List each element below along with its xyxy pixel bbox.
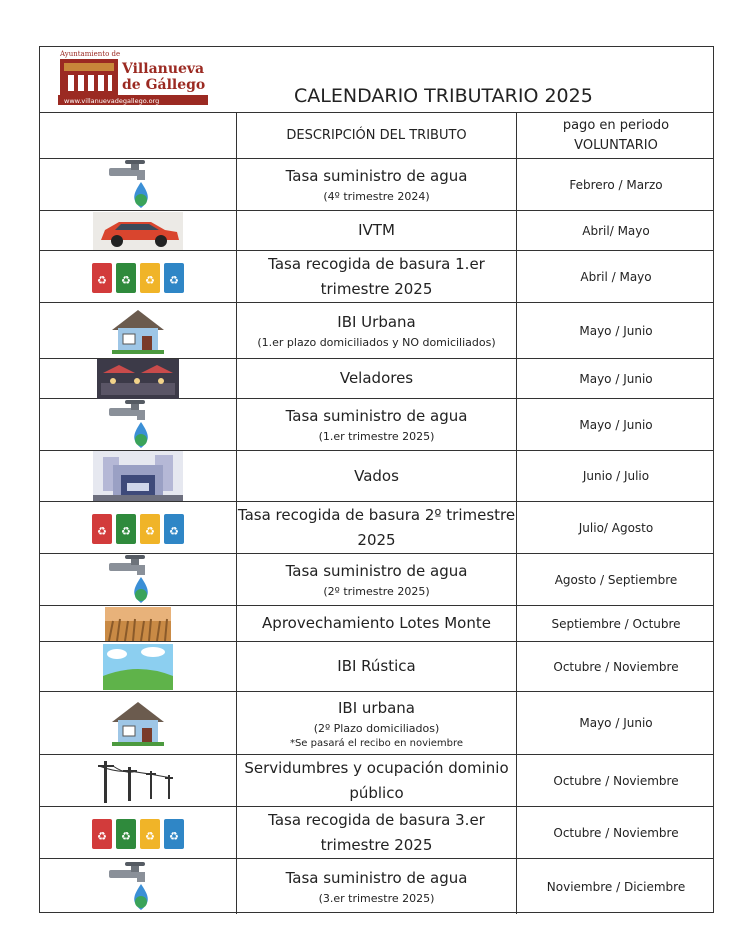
table-row — [40, 642, 713, 692]
row-icon-cell — [40, 359, 237, 398]
payment-period: Noviembre / Diciembre — [546, 879, 686, 894]
logo-line1-text: Villanueva — [122, 61, 205, 77]
row-icon-cell — [40, 211, 237, 250]
row-period-cell — [517, 807, 715, 858]
tax-name: IBI urbana — [338, 698, 415, 717]
row-period-cell — [517, 692, 715, 754]
header-icon-cell — [40, 113, 237, 158]
row-period-cell — [517, 502, 715, 553]
row-desc-cell — [237, 251, 517, 302]
row-icon-cell — [40, 303, 237, 358]
payment-period: Mayo / Junio — [579, 323, 653, 338]
table-row — [40, 399, 713, 451]
table-row — [40, 755, 713, 807]
car-icon — [93, 212, 183, 250]
row-icon-cell — [40, 692, 237, 754]
tax-name: Tasa suministro de agua — [285, 167, 468, 185]
row-desc-cell — [237, 692, 517, 754]
payment-period: Octubre / Noviembre — [553, 659, 679, 674]
svg-text:♻: ♻ — [169, 273, 179, 287]
row-desc-cell — [237, 359, 517, 398]
logo-url-text: www.villanuevadegallego.org — [64, 97, 160, 105]
header-row — [40, 113, 713, 159]
payment-period: Julio/ Agosto — [578, 520, 654, 535]
tax-detail: (1.er plazo domiciliados y NO domiciliados) — [257, 336, 496, 349]
payment-period: Mayo / Junio — [579, 417, 653, 432]
table-row — [40, 303, 713, 359]
power-poles-icon — [98, 759, 178, 803]
row-period-cell — [517, 159, 715, 210]
row-icon-cell — [40, 399, 237, 450]
table-row — [40, 451, 713, 502]
payment-period: Octubre / Noviembre — [553, 773, 679, 788]
payment-period: Septiembre / Octubre — [551, 616, 681, 631]
row-icon-cell — [40, 807, 237, 858]
row-period-cell — [517, 451, 715, 501]
table-row — [40, 692, 713, 755]
row-desc-cell — [237, 755, 517, 806]
row-period-cell — [517, 642, 715, 691]
tax-detail: (4º trimestre 2024) — [323, 190, 430, 203]
row-icon-cell — [40, 606, 237, 641]
tax-name: Tasa recogida de basura 2º trimestre 2025 — [237, 505, 516, 549]
payment-period: Mayo / Junio — [579, 716, 653, 730]
row-icon-cell — [40, 642, 237, 691]
tax-detail: (2º Plazo domiciliados) — [313, 721, 440, 735]
row-desc-cell — [237, 502, 517, 553]
row-icon-cell — [40, 859, 237, 914]
table-row — [40, 359, 713, 399]
payment-period: Mayo / Junio — [579, 371, 653, 386]
garage-icon — [93, 451, 183, 501]
col-period-header-2: VOLUNTARIO — [574, 137, 658, 153]
payment-period: Octubre / Noviembre — [553, 825, 679, 840]
tax-name: Vados — [354, 466, 399, 485]
row-desc-cell — [237, 451, 517, 501]
tax-name: Tasa recogida de basura 3.er trimestre 2025 — [268, 810, 485, 854]
table-row — [40, 807, 713, 859]
table-row — [40, 554, 713, 606]
tax-name: IBI Rústica — [337, 657, 416, 675]
wheat-field-icon — [105, 607, 171, 641]
water-tap-icon — [103, 400, 173, 450]
svg-text:♻: ♻ — [169, 829, 179, 843]
row-desc-cell — [237, 399, 517, 450]
row-desc-cell — [237, 606, 517, 641]
svg-text:♻: ♻ — [121, 273, 131, 287]
col-period-header-1: pago en periodo — [562, 117, 670, 133]
water-tap-icon — [103, 160, 173, 210]
payment-period: Febrero / Marzo — [569, 177, 663, 192]
row-period-cell — [517, 399, 715, 450]
tax-name: Tasa suministro de agua — [285, 407, 468, 425]
col-desc-header: DESCRIPCIÓN DEL TRIBUTO — [286, 128, 467, 143]
row-icon-cell — [40, 502, 237, 553]
recycling-bins-icon — [88, 257, 188, 297]
row-icon-cell — [40, 251, 237, 302]
tax-detail: (1.er trimestre 2025) — [318, 430, 435, 443]
row-icon-cell — [40, 451, 237, 501]
rural-landscape-icon — [103, 644, 173, 690]
tax-name: Servidumbres y ocupación dominio público — [244, 758, 509, 802]
tax-calendar-table — [39, 46, 714, 913]
payment-period: Junio / Julio — [582, 469, 650, 483]
svg-text:♻: ♻ — [169, 524, 179, 538]
recycling-bins-icon — [88, 813, 188, 853]
payment-period: Abril / Mayo — [580, 269, 652, 284]
row-period-cell — [517, 211, 715, 250]
tax-note: *Se pasará el recibo en noviembre — [289, 737, 464, 749]
row-desc-cell — [237, 554, 517, 605]
row-period-cell — [517, 606, 715, 641]
payment-period: Abril/ Mayo — [582, 223, 650, 238]
row-period-cell — [517, 359, 715, 398]
title-row — [40, 47, 713, 113]
town-logo — [58, 49, 208, 109]
row-icon-cell — [40, 159, 237, 210]
tax-name: IVTM — [358, 221, 395, 239]
table-row — [40, 211, 713, 251]
tax-detail: (3.er trimestre 2025) — [318, 892, 435, 905]
house-icon — [108, 698, 168, 748]
row-desc-cell — [237, 807, 517, 858]
svg-text:♻: ♻ — [145, 524, 155, 538]
svg-text:♻: ♻ — [97, 829, 107, 843]
row-icon-cell — [40, 755, 237, 806]
payment-period: Agosto / Septiembre — [554, 572, 678, 587]
table-row — [40, 159, 713, 211]
row-desc-cell — [237, 642, 517, 691]
row-icon-cell — [40, 554, 237, 605]
water-tap-icon — [103, 555, 173, 605]
table-row — [40, 606, 713, 642]
logo-top-text: Ayuntamiento de — [60, 50, 121, 58]
row-desc-cell — [237, 211, 517, 250]
header-desc-cell — [237, 113, 517, 158]
row-desc-cell — [237, 859, 517, 914]
logo-line2-text: de Gállego — [122, 77, 206, 93]
tax-name: IBI Urbana — [337, 313, 416, 331]
svg-text:♻: ♻ — [121, 829, 131, 843]
tax-name: Aprovechamiento Lotes Monte — [262, 614, 491, 632]
svg-text:♻: ♻ — [145, 273, 155, 287]
terrace-icon — [97, 359, 179, 399]
table-row — [40, 251, 713, 303]
row-period-cell — [517, 755, 715, 806]
svg-text:♻: ♻ — [97, 273, 107, 287]
tax-name: Tasa suministro de agua — [285, 869, 468, 887]
row-period-cell — [517, 251, 715, 302]
table-row — [40, 502, 713, 554]
row-desc-cell — [237, 159, 517, 210]
header-period-cell — [517, 113, 715, 158]
svg-text:♻: ♻ — [97, 524, 107, 538]
table-row — [40, 859, 713, 914]
row-desc-cell — [237, 303, 517, 358]
svg-text:♻: ♻ — [121, 524, 131, 538]
tax-name: Veladores — [339, 369, 414, 387]
recycling-bins-icon — [88, 508, 188, 548]
tax-detail: (2º trimestre 2025) — [323, 585, 430, 598]
water-tap-icon — [103, 862, 173, 912]
row-period-cell — [517, 859, 715, 914]
svg-text:♻: ♻ — [145, 829, 155, 843]
row-period-cell — [517, 554, 715, 605]
page-title: CALENDARIO TRIBUTARIO 2025 — [294, 85, 593, 107]
tax-name: Tasa suministro de agua — [285, 562, 468, 580]
house-icon — [108, 306, 168, 356]
row-period-cell — [517, 303, 715, 358]
tax-name: Tasa recogida de basura 1.er trimestre 2025 — [268, 254, 485, 298]
